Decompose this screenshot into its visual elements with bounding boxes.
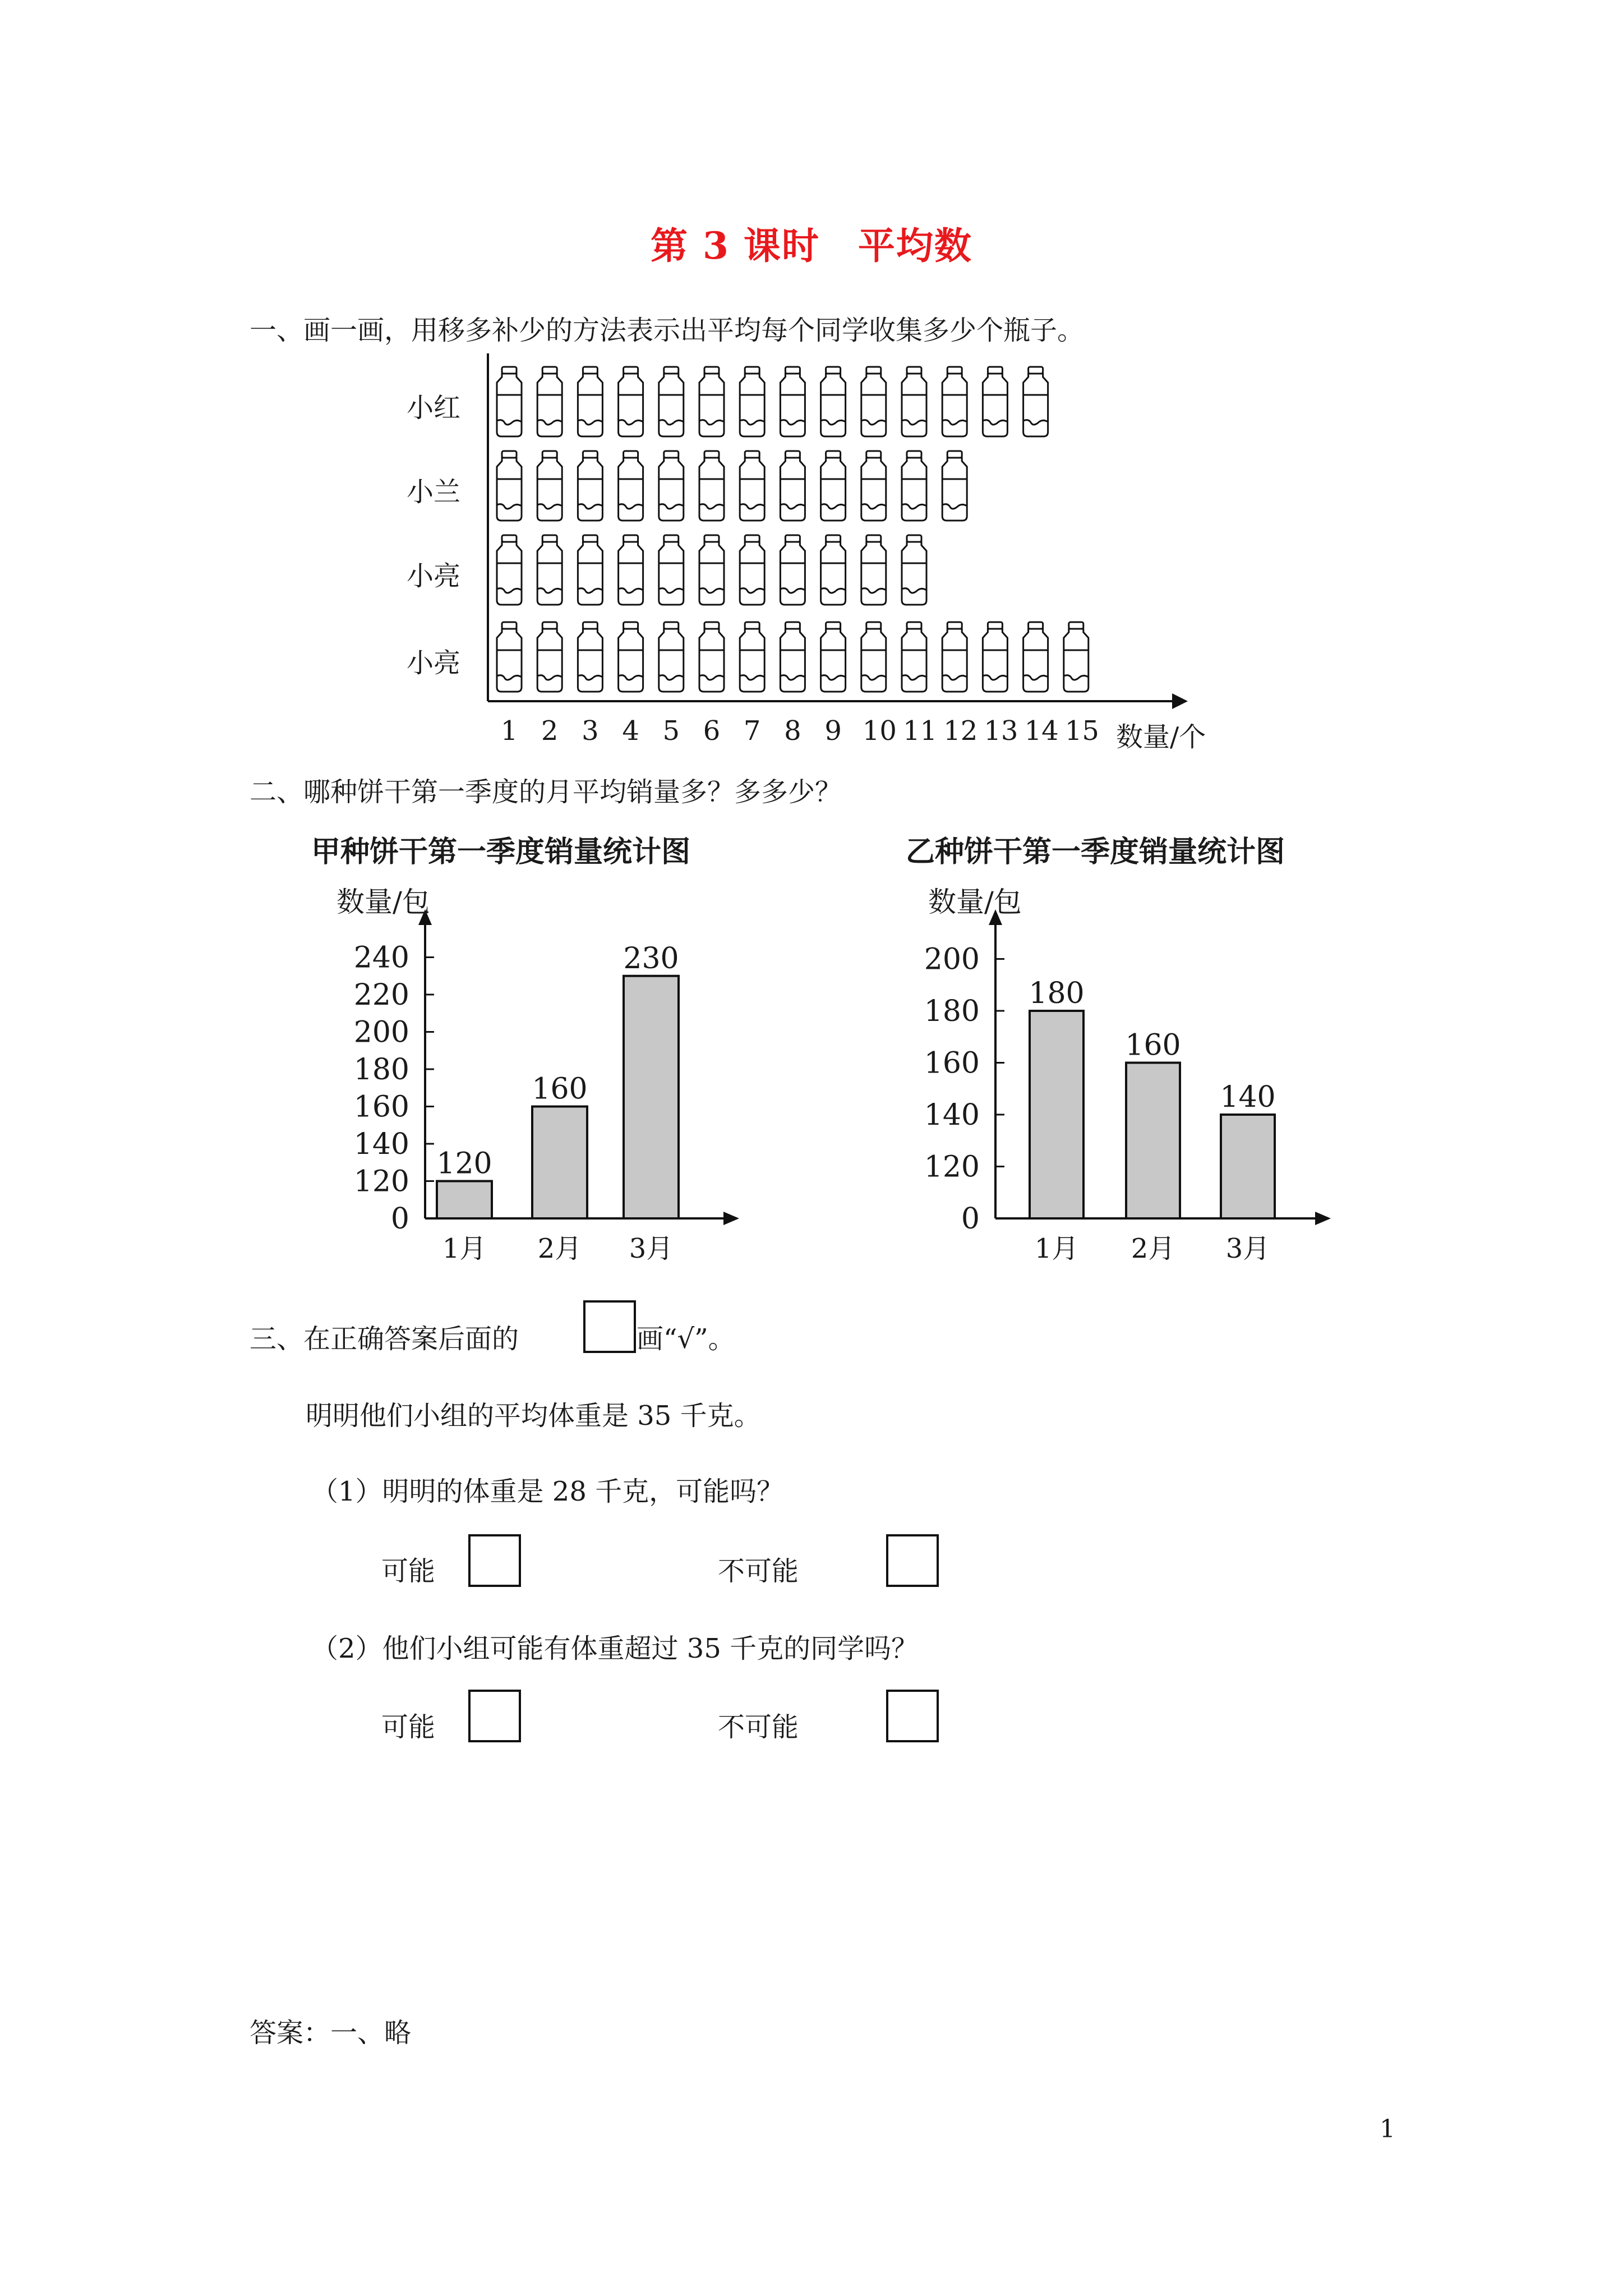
pictograph-tick-label: 13 <box>984 715 1018 747</box>
pictograph-tick-label: 14 <box>1024 715 1059 747</box>
bar <box>1221 1115 1275 1218</box>
x-tick-label: 3月 <box>1225 1233 1270 1264</box>
bar <box>1126 1063 1180 1219</box>
option-impossible-2: 不可能 <box>718 1711 799 1743</box>
y-tick-label: 220 <box>353 978 409 1012</box>
y-tick-label: 0 <box>961 1202 980 1236</box>
row-label: 小亮 <box>407 560 461 592</box>
page-number: 1 <box>1380 2115 1395 2143</box>
bar <box>1030 1011 1083 1218</box>
chart-jia-title: 甲种饼干第一季度销量统计图 <box>311 835 691 869</box>
question-2-prompt: 二、哪种饼干第一季度的月平均销量多？多多少？ <box>250 776 842 808</box>
data-label: 230 <box>623 941 679 976</box>
pictograph-tick-label: 1 <box>500 715 518 747</box>
checkbox-possible-2[interactable] <box>468 1690 521 1742</box>
y-tick-label: 160 <box>353 1090 409 1124</box>
x-tick-label: 1月 <box>442 1233 487 1264</box>
sub-question-1: （1）明明的体重是 28 千克，可能吗？ <box>311 1476 784 1507</box>
data-label: 160 <box>532 1072 588 1106</box>
row-label: 小兰 <box>407 476 461 508</box>
pictograph-tick-label: 5 <box>662 715 680 747</box>
chart-yi-title: 乙种饼干第一季度销量统计图 <box>906 835 1285 869</box>
bar <box>437 1181 492 1219</box>
checkbox-impossible-2[interactable] <box>886 1690 939 1742</box>
pictograph-tick-label: 9 <box>824 715 842 747</box>
bar <box>624 976 679 1218</box>
x-tick-label: 1月 <box>1034 1233 1079 1264</box>
data-label: 160 <box>1125 1028 1181 1062</box>
data-label: 120 <box>436 1147 492 1181</box>
answer-text: 答案：一、略 <box>250 2017 412 2049</box>
option-possible-2: 可能 <box>381 1711 436 1743</box>
pictograph-tick-label: 7 <box>743 715 761 747</box>
answer-box-sample <box>583 1300 636 1353</box>
bar <box>532 1107 587 1219</box>
page-title: 第 3 课时 平均数 <box>651 224 972 268</box>
pictograph-tick-label: 11 <box>903 715 938 747</box>
x-axis-arrow <box>723 1212 739 1225</box>
question-1-prompt: 一、画一画，用移多补少的方法表示出平均每个同学收集多少个瓶子。 <box>250 315 1085 346</box>
y-tick-label: 140 <box>924 1098 980 1132</box>
x-tick-label: 2月 <box>537 1233 582 1264</box>
y-tick-label: 200 <box>924 942 980 977</box>
pictograph-tick-label: 8 <box>784 715 801 747</box>
pictograph-tick-label: 3 <box>582 715 599 747</box>
y-axis-label: 数量/包 <box>336 886 430 918</box>
checkbox-possible-1[interactable] <box>468 1534 521 1587</box>
x-axis-arrow <box>1315 1212 1331 1225</box>
y-tick-label: 120 <box>924 1150 980 1184</box>
y-tick-label: 240 <box>353 941 409 975</box>
y-tick-label: 120 <box>353 1165 409 1199</box>
option-impossible-1: 不可能 <box>718 1556 799 1587</box>
y-axis-label: 数量/包 <box>928 886 1022 918</box>
y-tick-label: 140 <box>353 1128 409 1161</box>
y-tick-label: 200 <box>353 1015 409 1050</box>
pictograph-axis-label: 数量/个 <box>1116 721 1206 753</box>
row-label: 小亮 <box>407 647 461 679</box>
checkbox-impossible-1[interactable] <box>886 1534 939 1587</box>
pictograph-tick-label: 12 <box>943 715 978 747</box>
y-tick-label: 180 <box>353 1053 409 1087</box>
x-tick-label: 2月 <box>1131 1233 1175 1264</box>
x-tick-label: 3月 <box>629 1233 674 1264</box>
pictograph-tick-label: 10 <box>862 715 897 747</box>
data-label: 140 <box>1220 1080 1276 1114</box>
sub-question-2: （2）他们小组可能有体重超过 35 千克的同学吗？ <box>311 1633 919 1664</box>
pictograph-tick-label: 15 <box>1064 715 1099 747</box>
pictograph-tick-label: 6 <box>703 715 721 747</box>
row-label: 小红 <box>407 392 461 424</box>
y-tick-label: 160 <box>924 1046 980 1080</box>
y-tick-label: 180 <box>924 995 980 1028</box>
statement: 明明他们小组的平均体重是 35 千克。 <box>306 1400 761 1432</box>
pictograph-tick-label: 2 <box>541 715 559 747</box>
question-3-prompt-b: 画“√”。 <box>637 1323 735 1355</box>
option-possible-1: 可能 <box>381 1556 436 1587</box>
y-tick-label: 0 <box>390 1202 409 1236</box>
pictograph-tick-label: 4 <box>622 715 639 747</box>
question-3-prompt-a: 三、在正确答案后面的 <box>250 1323 519 1355</box>
data-label: 180 <box>1029 977 1085 1010</box>
